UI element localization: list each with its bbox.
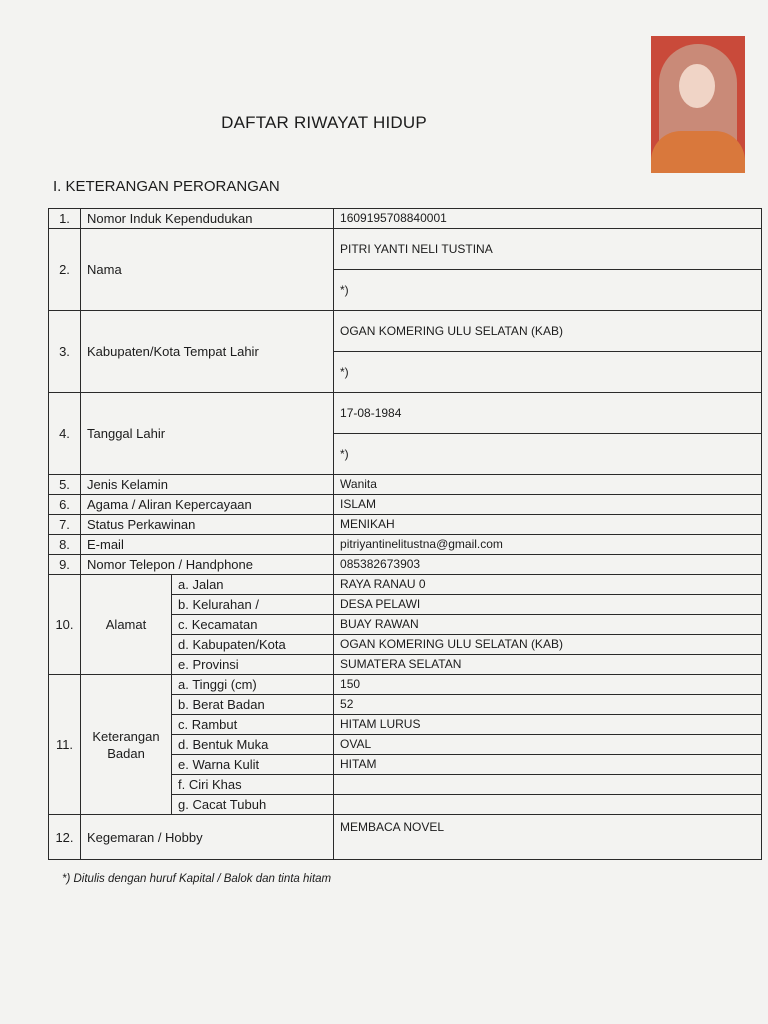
sub-label: c. Rambut — [172, 715, 334, 735]
row-number: 11. — [49, 675, 81, 815]
row-label: Jenis Kelamin — [81, 475, 334, 495]
row-value-secondary: *) — [334, 434, 762, 475]
row-1 — [49, 209, 762, 229]
row-value: pitriyantinelitustna@gmail.com — [334, 535, 762, 555]
row-value: PITRI YANTI NELI TUSTINA — [334, 229, 762, 270]
row-label: Nama — [81, 229, 334, 311]
row-label — [81, 675, 172, 815]
profile-photo — [651, 36, 745, 173]
sub-value: OVAL — [334, 735, 762, 755]
row-8 — [49, 535, 762, 555]
row-value: MEMBACA NOVEL — [334, 815, 762, 860]
row-value: 085382673903 — [334, 555, 762, 575]
row-4 — [49, 393, 762, 434]
row-7 — [49, 515, 762, 535]
sub-label: e. Provinsi — [172, 655, 334, 675]
sub-label: a. Tinggi (cm) — [172, 675, 334, 695]
personal-data-table — [48, 208, 762, 860]
sub-label: d. Kabupaten/Kota — [172, 635, 334, 655]
row-value: OGAN KOMERING ULU SELATAN (KAB) — [334, 311, 762, 352]
sub-value: DESA PELAWI — [334, 595, 762, 615]
sub-label: e. Warna Kulit — [172, 755, 334, 775]
photo-shoulders — [651, 131, 745, 173]
sub-value: OGAN KOMERING ULU SELATAN (KAB) — [334, 635, 762, 655]
row-3 — [49, 311, 762, 352]
row-value-secondary: *) — [334, 352, 762, 393]
row-number: 4. — [49, 393, 81, 475]
row-label: Nomor Telepon / Handphone — [81, 555, 334, 575]
row-number: 5. — [49, 475, 81, 495]
row-label: Kegemaran / Hobby — [81, 815, 334, 860]
sub-label: b. Kelurahan / — [172, 595, 334, 615]
row-label-line1: Keterangan — [92, 728, 160, 744]
sub-value: 52 — [334, 695, 762, 715]
sub-label: b. Berat Badan — [172, 695, 334, 715]
row-number: 6. — [49, 495, 81, 515]
sub-value: HITAM LURUS — [334, 715, 762, 735]
row-label: Status Perkawinan — [81, 515, 334, 535]
row-value: 17-08-1984 — [334, 393, 762, 434]
row-6 — [49, 495, 762, 515]
footnote: *) Ditulis dengan huruf Kapital / Balok dan tinta hitam — [62, 873, 332, 885]
sub-value: BUAY RAWAN — [334, 615, 762, 635]
photo-face — [679, 64, 715, 108]
row-label: Tanggal Lahir — [81, 393, 334, 475]
document-title: DAFTAR RIWAYAT HIDUP — [221, 113, 427, 132]
sub-label: a. Jalan — [172, 575, 334, 595]
row-label: Agama / Aliran Kepercayaan — [81, 495, 334, 515]
row-number: 12. — [49, 815, 81, 860]
row-number: 8. — [49, 535, 81, 555]
row-number: 7. — [49, 515, 81, 535]
row-9 — [49, 555, 762, 575]
sub-value — [334, 795, 762, 815]
row-label: Nomor Induk Kependudukan — [81, 209, 334, 229]
sub-value: RAYA RANAU 0 — [334, 575, 762, 595]
row-number: 9. — [49, 555, 81, 575]
section-title: I. KETERANGAN PERORANGAN — [53, 178, 280, 195]
sub-value — [334, 775, 762, 795]
sub-label: g. Cacat Tubuh — [172, 795, 334, 815]
row-2 — [49, 229, 762, 270]
sub-value: SUMATERA SELATAN — [334, 655, 762, 675]
row-value: Wanita — [334, 475, 762, 495]
sub-value: HITAM — [334, 755, 762, 775]
row-number: 3. — [49, 311, 81, 393]
row-value: MENIKAH — [334, 515, 762, 535]
row-label-line2: Badan — [107, 745, 145, 761]
row-10a — [49, 575, 762, 595]
row-label: Alamat — [81, 575, 172, 675]
row-value: ISLAM — [334, 495, 762, 515]
row-number: 10. — [49, 575, 81, 675]
row-value-secondary: *) — [334, 270, 762, 311]
row-number: 2. — [49, 229, 81, 311]
row-number: 1. — [49, 209, 81, 229]
row-11a — [49, 675, 762, 695]
sub-value: 150 — [334, 675, 762, 695]
sub-label: d. Bentuk Muka — [172, 735, 334, 755]
row-label: E-mail — [81, 535, 334, 555]
row-value: 1609195708840001 — [334, 209, 762, 229]
row-label: Kabupaten/Kota Tempat Lahir — [81, 311, 334, 393]
sub-label: c. Kecamatan — [172, 615, 334, 635]
sub-label: f. Ciri Khas — [172, 775, 334, 795]
row-5 — [49, 475, 762, 495]
row-12 — [49, 815, 762, 860]
